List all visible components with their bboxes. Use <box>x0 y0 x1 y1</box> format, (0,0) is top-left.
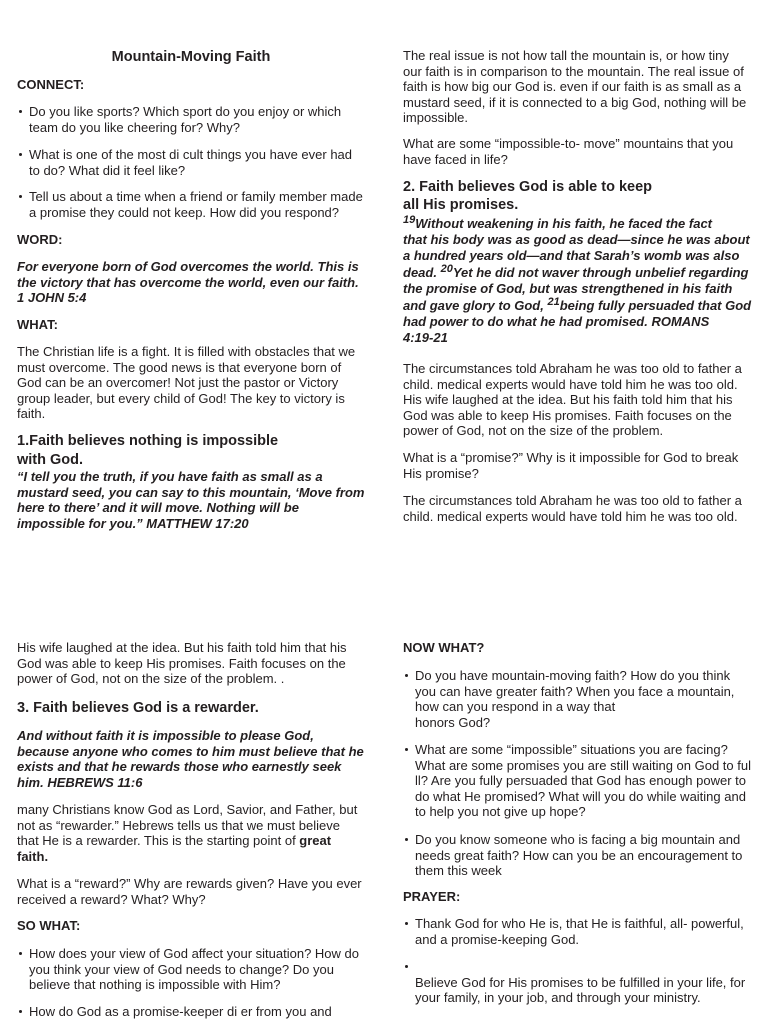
point-2-body-continued: His wife laughed at the idea. But his faith told him that his God was able to keep His promises. Faith focuses on the power of God, not on the size of the problem. . <box>17 640 347 687</box>
connect-question: Tell us about a time when a friend or family member made a promise they could not keep. How did you respond? <box>17 189 363 221</box>
section-label-prayer: PRAYER: <box>403 889 461 904</box>
connect-question: What is one of the most di cult things you have ever had to do? What did it feel like? <box>17 147 352 179</box>
point-1-verse: “I tell you the truth, if you have faith as small as a mustard seed, you can say to this mountain, ‘Move from here to there’ and it will move. Nothing will be impossible for you.” MATTHEW 17:20 <box>17 469 365 531</box>
prayer-item: Believe God for His promises to be fulfilled in your life, for your family, in your job, and through your ministry. <box>403 959 745 1006</box>
document-title: Mountain-Moving Faith <box>111 49 271 65</box>
point-1-question: What are some “impossible-to- move” mountains that you have faced in life? <box>403 136 734 167</box>
point-3-question: What is a “reward?” Why are rewards given? Have you ever received a reward? What? Why? <box>17 876 362 907</box>
now-what-question: What are some “impossible” situations you are facing? What are some promises you are still waiting on God to ful ll? Are you fully persuaded that God has enough power to do what He promised? What will you do while waiting and to help you not give up hope? <box>403 742 751 820</box>
point-1-body: The real issue is not how tall the mountain is, or how tiny our faith is in comparison to the mountain. The real issue of faith is how big our God is. even if our faith is as small as a mustard seed, if it is connected to a big God, nothing will be impossible. <box>403 48 747 126</box>
so-what-question: How does your view of God affect your situation? How do you think your view of God needs to change? Do you believe that nothing is impossible with Him? <box>17 946 359 993</box>
verse-number-19: 19 <box>403 214 416 226</box>
verse-text-20: Yet he did not waver through unbelief regarding the promise of God, but was strengthened in his faith and gave glory to God, <box>403 265 749 313</box>
section-label-what: WHAT: <box>17 317 58 332</box>
verse-number-20: 20 <box>440 263 453 275</box>
now-what-question: Do you have mountain-moving faith? How do you think you can have greater faith? When you face a mountain, how can you respond in a way that honors God? <box>403 668 734 730</box>
section-label-so-what: SO WHAT: <box>17 918 81 933</box>
prayer-item: Thank God for who He is, that He is faithful, all- powerful, and a promise-keeping God. <box>403 916 744 947</box>
so-what-question: How do God as a promise-keeper di er from you and <box>17 1004 332 1020</box>
point-2-question: What is a “promise?” Why is it impossible for God to break His promise? <box>403 450 739 481</box>
point-3-heading: 3. Faith believes God is a rewarder. <box>17 700 259 716</box>
point-3-verse: And without faith it is impossible to please God, because anyone who comes to him must believe that he exists and that he rewards those who earnestly seek him. HEBREWS 11:6 <box>17 728 364 790</box>
connect-question: Do you like sports? Which sport do you enjoy or which team do you like cheering for? Why? <box>17 104 341 136</box>
point-2-body-repeat: The circumstances told Abraham he was too old to father a child. medical experts would have told him he was too old. <box>403 493 742 524</box>
verse-number-21: 21 <box>547 296 560 308</box>
point-2-body: The circumstances told Abraham he was too old to father a child. medical experts would have told him he was too old. His wife laughed at the idea. But his faith told him that his God was able to keep His promises. Faith focuses on the power of God, not on the size of the problem. <box>403 361 742 439</box>
what-intro: The Christian life is a fight. It is filled with obstacles that we must overcome. The good news is that everyone born of God can be an overcomer! Not just the pastor or Victory group leader, but every child of God! The key to victory is faith. <box>17 344 356 422</box>
point-3-body-emphasis: great faith. <box>17 833 332 864</box>
point-2-heading: 2. Faith believes God is able to keep all His promises. <box>403 179 652 213</box>
section-label-word: WORD: <box>17 232 63 247</box>
point-1-heading: 1.Faith believes nothing is impossible with God. <box>17 433 279 468</box>
point-2-verse <box>403 215 751 346</box>
verse-text-19: Without weakening in his faith, he faced the fact that his body was as good as dead—since he was about a hundred years old—and that Sarah’s womb was also dead. <box>403 216 750 280</box>
section-label-now-what: NOW WHAT? <box>403 640 485 655</box>
point-3-body <box>17 802 357 864</box>
section-label-connect: CONNECT: <box>17 77 85 92</box>
point-3-body-text: many Christians know God as Lord, Savior, and Father, but not as “rewarder.” Hebrews tells us that we must believe that He is a rewarder. This is the starting point of <box>17 802 358 849</box>
verse-text-21: being fully persuaded that God had power to do what he had promised. ROMANS 4:19-21 <box>403 298 752 345</box>
now-what-question: Do you know someone who is facing a big mountain and needs great faith? How can you be an encouragement to them this week <box>403 832 742 879</box>
word-verse: For everyone born of God overcomes the world. This is the victory that has overcome the world, even our faith. 1 JOHN 5:4 <box>17 259 359 306</box>
